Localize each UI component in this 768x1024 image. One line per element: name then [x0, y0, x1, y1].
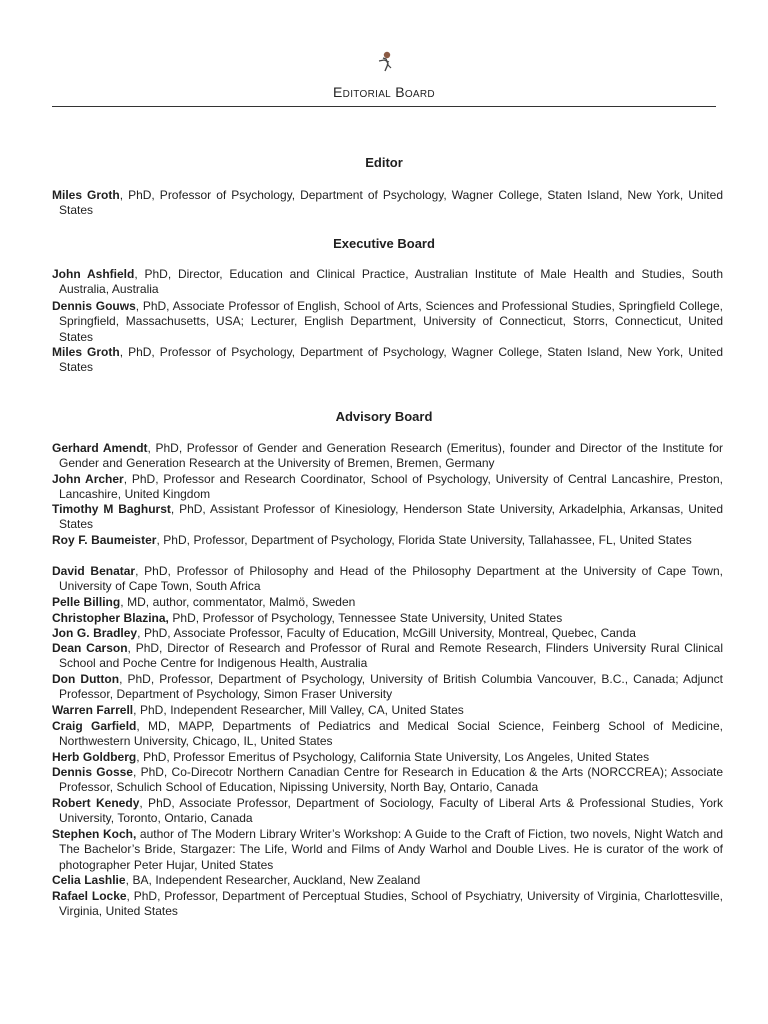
member-detail: , PhD, Director of Research and Professor of Rural and Remote Research, Flinders University Rural Clinical School and Poche Centre for Indigenous Health, Australia [59, 641, 723, 671]
member-detail: author of The Modern Library Writer’s Workshop: A Guide to the Craft of Fiction, two novels, Night Watch and The Bachelor’s Bride, Stargazer: The Life, World and Films of Andy Warhol and Double Lives. He is curator of the work of photographer Peter Hujar, United States [59, 827, 723, 872]
member-name: Dennis Gouws [52, 299, 136, 313]
board-member-entry [52, 889, 723, 920]
member-name: Timothy M Baghurst [52, 502, 171, 516]
board-member-entry [52, 672, 723, 703]
board-member-entry [52, 765, 723, 796]
member-detail: , PhD, Professor and Research Coordinator, School of Psychology, University of Central Lancashire, Preston, Lancashire, United Kingdom [59, 472, 723, 502]
header-divider [52, 106, 716, 107]
board-member-entry [52, 827, 723, 873]
page-title: Editorial Board [333, 84, 435, 100]
board-member-entry [52, 188, 723, 219]
board-member-entry [52, 641, 723, 672]
board-member-entry [52, 611, 723, 626]
member-name: Christopher Blazina, [52, 611, 169, 625]
board-member-entry [52, 299, 723, 345]
member-detail: , PhD, Associate Professor, Faculty of Education, McGill University, Montreal, Quebec, Canda [137, 626, 636, 640]
member-name: Rafael Locke [52, 889, 127, 903]
board-member-entry [52, 595, 723, 610]
board-member-entry [52, 626, 723, 641]
member-detail: , PhD, Associate Professor of English, School of Arts, Sciences and Professional Studies, Springfield College, Springfield, Massachusetts, USA; Lecturer, English Department, University of Connecticut, Storrs, Connecticut, United States [59, 299, 723, 344]
member-detail: , PhD, Professor of Psychology, Department of Psychology, Wagner College, Staten Island, New York, United States [59, 188, 723, 218]
board-member-entry [52, 345, 723, 376]
member-name: Dean Carson [52, 641, 128, 655]
member-name: Jon G. Bradley [52, 626, 138, 640]
member-name: Gerhard Amendt [52, 441, 148, 455]
board-member-entry [52, 502, 723, 533]
board-member-entry [52, 441, 723, 472]
member-detail: , PhD, Professor Emeritus of Psychology, California State University, Los Angeles, United States [136, 750, 650, 764]
member-detail: , MD, author, commentator, Malmö, Sweden [120, 595, 356, 609]
member-name: Robert Kenedy [52, 796, 140, 810]
member-name: Pelle Billing [52, 595, 121, 609]
member-name: John Archer [52, 472, 124, 486]
member-name: Don Dutton [52, 672, 120, 686]
member-name: Dennis Gosse [52, 765, 133, 779]
board-member-entry [52, 564, 723, 595]
board-member-entry [52, 703, 723, 718]
member-detail: , BA, Independent Researcher, Auckland, New Zealand [125, 873, 421, 887]
member-detail: , PhD, Co-Direcotr Northern Canadian Centre for Research in Education & the Arts (NORCCREA); Associate Professor, Schulich School of Education, Nipissing University, North Bay, Ontario, Canada [59, 765, 723, 795]
member-detail: , PhD, Associate Professor, Department of Sociology, Faculty of Liberal Arts & Professional Studies, York University, Toronto, Ontario, Canada [59, 796, 723, 826]
member-name: Herb Goldberg [52, 750, 137, 764]
member-name: Roy F. Baumeister [52, 533, 157, 547]
member-detail: , MD, MAPP, Departments of Pediatrics and Medical Social Science, Feinberg School of Medicine, Northwestern University, Chicago, IL, United States [59, 719, 723, 749]
board-member-entry [52, 472, 723, 503]
member-name: John Ashfield [52, 267, 135, 281]
member-name: Celia Lashlie [52, 873, 126, 887]
section-heading-advisory-board: Advisory Board [335, 409, 433, 424]
section-heading-editor: Editor [365, 155, 403, 170]
member-detail: , PhD, Professor of Psychology, Department of Psychology, Wagner College, Staten Island, New York, United States [59, 345, 723, 375]
member-name: David Benatar [52, 564, 136, 578]
board-member-entry [52, 873, 723, 888]
section-heading-executive-board: Executive Board [333, 236, 435, 251]
member-name: Miles Groth [52, 345, 120, 359]
board-member-entry [52, 533, 723, 548]
board-member-entry [52, 267, 723, 298]
board-member-entry [52, 796, 723, 827]
member-detail: PhD, Professor of Psychology, Tennessee State University, United States [168, 611, 563, 625]
member-detail: , PhD, Assistant Professor of Kinesiology, Henderson State University, Arkadelphia, Arkansas, United States [59, 502, 723, 532]
member-detail: , PhD, Independent Researcher, Mill Valley, CA, United States [133, 703, 464, 717]
member-detail: , PhD, Professor, Department of Psychology, Florida State University, Tallahassee, FL, United States [156, 533, 692, 547]
member-name: Craig Garfield [52, 719, 137, 733]
member-detail: , PhD, Professor of Philosophy and Head of the Philosophy Department at the University of Cape Town, University of Cape Town, South Africa [59, 564, 723, 594]
decorative-figure-icon [375, 50, 395, 72]
member-name: Stephen Koch, [52, 827, 137, 841]
board-member-entry [52, 750, 723, 765]
member-name: Warren Farrell [52, 703, 134, 717]
member-name: Miles Groth [52, 188, 120, 202]
member-detail: , PhD, Professor, Department of Psychology, University of British Columbia Vancouver, B.C., Canada; Adjunct Professor, Department of Psychology, Simon Fraser University [59, 672, 723, 702]
board-member-entry [52, 719, 723, 750]
member-detail: , PhD, Professor of Gender and Generation Research (Emeritus), founder and Director of the Institute for Gender and Generation Research at the University of Bremen, Bremen, Germany [59, 441, 724, 471]
member-detail: , PhD, Director, Education and Clinical Practice, Australian Institute of Male Health and Studies, South Australia, Australia [59, 267, 724, 297]
member-detail: , PhD, Professor, Department of Perceptual Studies, School of Psychiatry, University of Virginia, Charlottesville, Virginia, United States [59, 889, 723, 919]
